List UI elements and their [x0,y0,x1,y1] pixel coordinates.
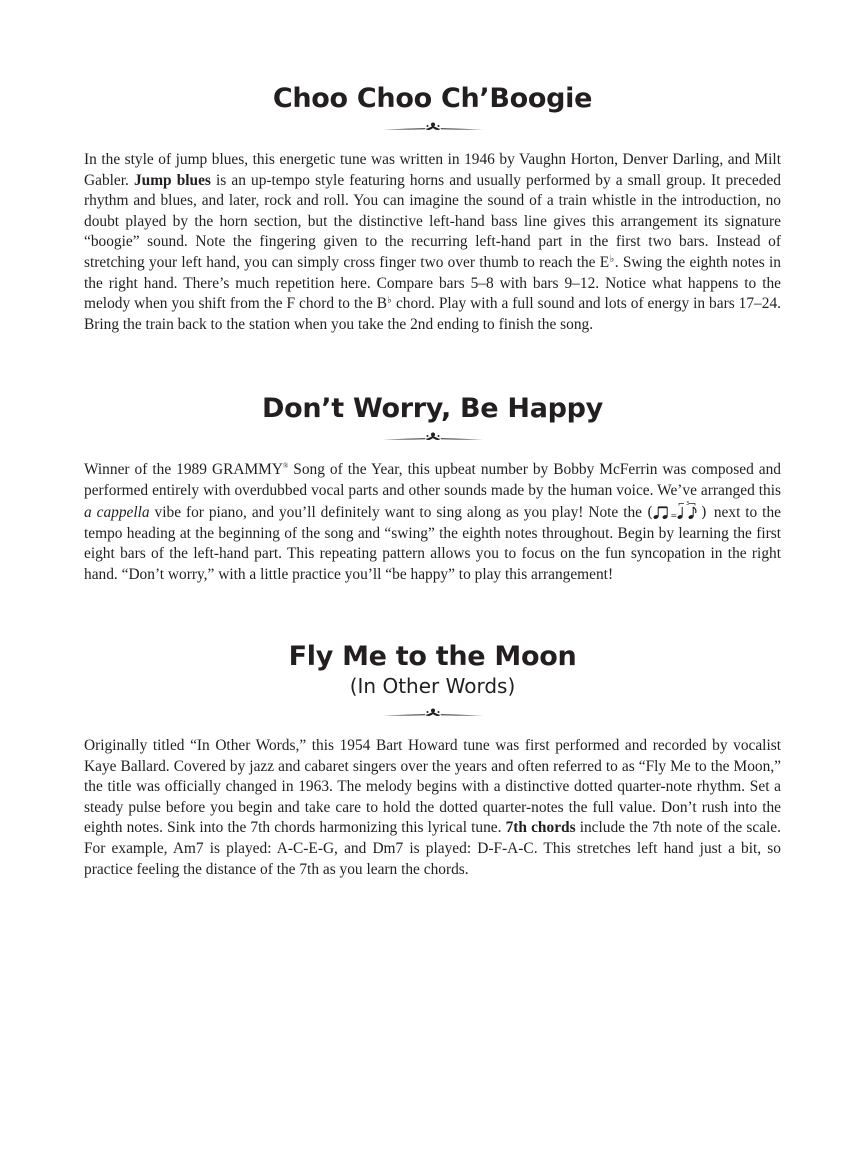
triplet-number: 3 [685,501,690,508]
fleuron-divider-icon [381,706,485,720]
svg-text:(: ( [646,503,653,522]
term-a-cappella: a cappella [84,504,150,522]
swing-rhythm-notation-icon [647,501,709,521]
song-title: Fly Me to the Moon [288,641,577,672]
term-7th-chords: 7th chords [505,819,576,837]
swing-equals: = [670,511,678,521]
flat-sign: ♭ [609,253,615,265]
term-jump-blues: Jump blues [133,171,211,189]
song-section-dont-worry-be-happy [84,392,781,586]
song-title: Choo Choo Ch’Boogie [272,83,593,114]
fleuron-divider-icon [381,120,485,134]
song-description: In the style of jump blues, this energetic tune was written in 1946 by Vaughn Horton, Denver Darling, and Milt Gabler. Jump blues is an up-tempo style featuring horns and usually performed by a small group. It preceded rhythm and blues, and later, rock and roll. You can imagine the sound of a train whistle in the introduction, no doubt played by the horn section, but the distinctive left-hand bass line gives this arrangement its signature “boogie” sound. Note the fingering given to the recurring left-hand part in the first two bars. Instead of stretching your left hand, you can simply cross finger two over thumb to reach the E♭. Swing the eighth notes in the right hand. There’s much repetition here. Compare bars 5–8 with bars 9–12. Notice what happens to the melody when you shift from the F chord to the B♭ chord. Play with a full sound and lots of energy in bars 17–24. Bring the train back to the station when you take the 2nd ending to finish the song. [84,151,781,333]
song-section-fly-me-to-the-moon [84,640,781,880]
svg-text:): ) [700,503,707,522]
flat-sign: ♭ [387,295,392,307]
song-subtitle: (In Other Words) [349,674,516,698]
song-description: Originally titled “In Other Words,” this 1954 Bart Howard tune was first performed and recorded by vocalist Kaye Ballard. Covered by jazz and cabaret singers over the years and often referred to as “Fly Me to the Moon,” the title was officially changed in 1963. The melody begins with a distinctive dotted quarter-note rhythm. Set a steady pulse before you begin and take care to hold the dotted quarter-notes the full value. Don’t rush into the eighth notes. Sink into the 7th chords harmonizing this lyrical tune. 7th chords include the 7th note of the scale. For example, Am7 is played: A-C-E-G, and Dm7 is played: D-F-A-C. This stretches left hand just a bit, so practice feeling the distance of the 7th as you learn the chords. [84,737,781,878]
registered-mark: ® [282,462,289,470]
song-title: Don’t Worry, Be Happy [262,393,603,424]
fleuron-divider-icon [381,430,485,444]
song-section-choo-choo-chboogie [84,82,781,335]
song-description: Winner of the 1989 GRAMMY® Song of the Year, this upbeat number by Bobby McFerrin was composed and performed entirely with overdubbed vocal parts and other sounds made by the human voice. We’ve arranged this a cappella vibe for piano, and you’ll definitely want to sing along as you play! Note the ( = 3 ) next to the tempo heading at the beginning of the song and “swing” the eighth notes throughout. Begin by learning the first eight bars of the left-hand part. This repeating pattern allows you to focus on the fun syncopation in the right hand. “Don’t worry,” with a little practice you’ll “be happy” to play this arrangement! [84,461,781,583]
